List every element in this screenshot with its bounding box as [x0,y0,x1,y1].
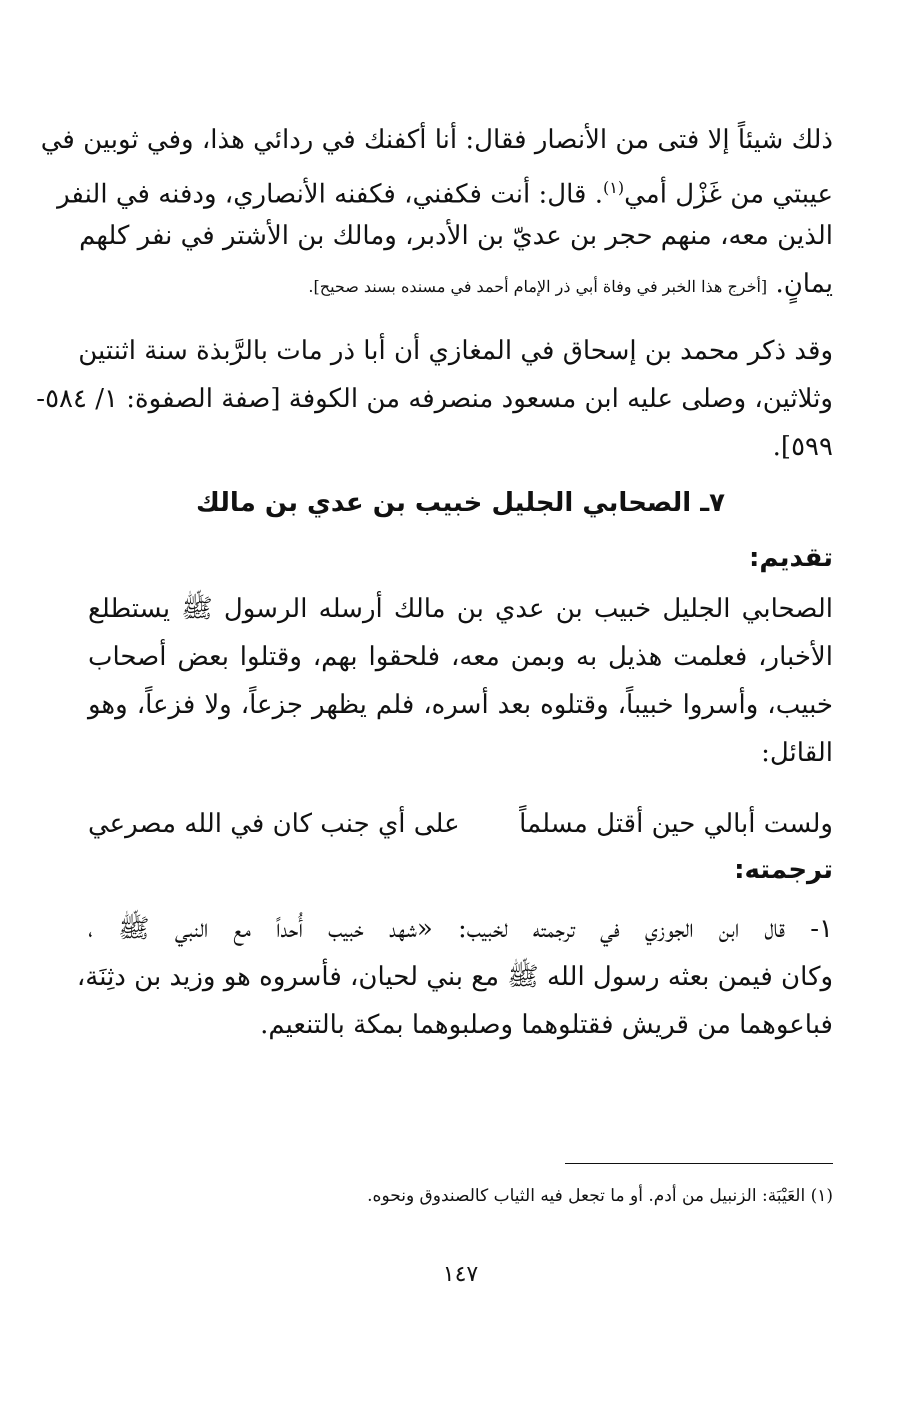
text-line: ١- قال ابن الجوزي في ترجمته لخبيب: «شهد خبيب أُحداً مع النبي ﷺ ، [88,914,833,944]
poem-verse [88,800,833,848]
paragraph-3 [88,585,833,777]
page-number: ١٤٧ [442,1262,479,1287]
footnote-marker: (١) [603,178,625,197]
paragraph-2 [36,327,833,471]
text-line: وقد ذكر محمد بن إسحاق في المغازي أن أبا ذر مات بالرَّبذة سنة اثنتين [78,336,833,366]
text-line: وكان فيمن بعثه رسول الله ﷺ مع بني لحيان، فأسروه هو وزيد بن دثِنَة، [76,962,833,992]
section-heading: ٧ـ الصحابي الجليل خبيب بن عدي بن مالك [195,488,726,518]
paragraph-1 [40,116,833,308]
source-citation: [أخرج هذا الخبر في وفاة أبي ذر الإمام أحمد في مسنده بسند صحيح]. [308,277,768,296]
paragraph-4 [76,905,833,1049]
text-line: الذين معه، منهم حجر بن عديّ بن الأدبر، ومالك بن الأشتر في نفر كلهم [79,221,833,251]
verse-first-hemistich: ولست أبالي حين أقتل مسلماً [519,809,833,839]
text-fragment: . قال: أنت فكفني، فكفنه الأنصاري، ودفنه في النفر [57,179,604,210]
text-line: الصحابي الجليل خبيب بن عدي بن مالك أرسله الرسول ﷺ يستطلع [88,594,833,624]
text-line: الأخبار، فعلمت هذيل به وبمن معه، فلحقوا بهم، وقتلوا بعض أصحاب [88,642,833,672]
intro-label: تقديم: [748,543,833,573]
text-line: خبيب، وأسروا خبيباً، وقتلوه بعد أسره، فلم يظهر جزعاً، ولا فزعاً، وهو [88,690,833,720]
text-line: فباعوهما من قريش فقتلوهما وصلبوهما بمكة بالتنعيم. [260,1010,833,1040]
text-line [57,164,833,212]
text-line: وثلاثين، وصلى عليه ابن مسعود منصرفه من الكوفة [صفة الصفوة: ١/ ٥٨٤- [36,384,833,414]
text-fragment: يمانٍ. [775,269,833,299]
footnote: (١) العَيْبَة: الزنبيل من أدم. أو ما تجعل فيه الثياب كالصندوق ونحوه. [367,1186,833,1206]
text-line: القائل: [761,738,833,768]
text-line: ٥٩٩]. [772,432,833,462]
text-line [88,260,833,308]
text-line: ذلك شيئاً إلا فتى من الأنصار فقال: أنا أكفنك في ردائي هذا، وفي ثوبين في [40,125,833,155]
text-fragment: عيبتي من غَزْل أمي [624,179,833,210]
biography-label: ترجمته: [734,855,833,885]
footnote-divider [565,1163,833,1164]
verse-second-hemistich: على أي جنب كان في الله مصرعي [88,809,460,839]
